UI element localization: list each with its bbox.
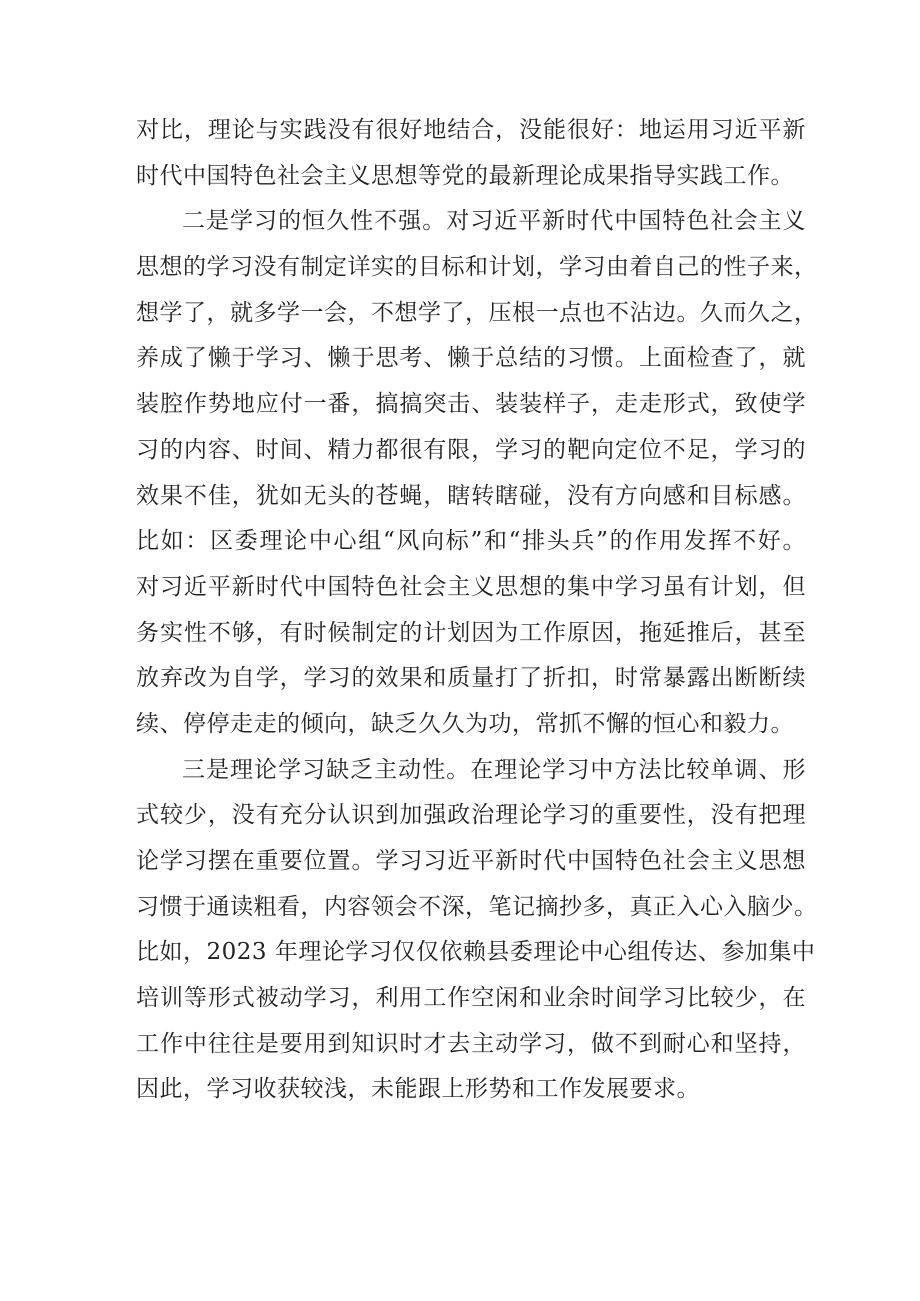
text-line: 对习近平新时代中国特色社会主义思想的集中学习虽有计划，但 bbox=[136, 573, 806, 600]
text-line: 习惯于通读粗看，内容领会不深，笔记摘抄多，真正入心入脑少。 bbox=[136, 893, 818, 920]
text-line: 效果不佳，犹如无头的苍蝇，瞎转瞎碰，没有方向感和目标感。 bbox=[136, 482, 806, 509]
text-line: 养成了懒于学习、懒于思考、懒于总结的习惯。上面检查了，就 bbox=[136, 345, 806, 372]
paragraph-3 bbox=[136, 748, 818, 1114]
text-line: 式较少，没有充分认识到加强政治理论学习的重要性，没有把理 bbox=[136, 802, 806, 829]
text-line: 习的内容、时间、精力都很有限，学习的靶向定位不足，学习的 bbox=[136, 436, 806, 463]
text-line: 装腔作势地应付一番，搞搞突击、装装样子，走走形式，致使学 bbox=[136, 391, 806, 418]
paragraph-1 bbox=[136, 108, 806, 199]
text-line: 对比，理论与实践没有很好地结合，没能很好：地运用习近平新 bbox=[136, 117, 806, 143]
text-line: 务实性不够，有时候制定的计划因为工作原因，拖延推后，甚至 bbox=[136, 619, 806, 646]
text-line: 培训等形式被动学习，利用工作空闲和业余时间学习比较少，在 bbox=[136, 985, 806, 1012]
text-line: 论学习摆在重要位置。学习习近平新时代中国特色社会主义思想 bbox=[136, 848, 806, 874]
text-line: 工作中往往是要用到知识时才去主动学习，做不到耐心和坚持， bbox=[136, 1030, 806, 1057]
text-line: 比如，2023 年理论学习仅仅依赖县委理论中心组传达、参加集中 bbox=[136, 939, 816, 966]
text-line: 二是学习的恒久性不强。对习近平新时代中国特色社会主义 bbox=[182, 208, 806, 235]
text-line: 想学了，就多学一会，不想学了，压根一点也不沾边。久而久之， bbox=[136, 299, 818, 326]
text-line: 时代中国特色社会主义思想等党的最新理论成果指导实践工作。 bbox=[136, 162, 794, 189]
text-line: 思想的学习没有制定详实的目标和计划，学习由着自己的性子来， bbox=[136, 254, 818, 281]
text-line: 放弃改为自学，学习的效果和质量打了折扣，时常暴露出断断续 bbox=[136, 665, 806, 692]
text-line: 比如：区委理论中心组“风向标”和“排头兵”的作用发挥不好。 bbox=[136, 528, 806, 555]
text-line: 三是理论学习缺乏主动性。在理论学习中方法比较单调、形 bbox=[182, 756, 806, 783]
text-line: 续、停停走走的倾向，缺乏久久为功，常抓不懈的恒心和毅力。 bbox=[136, 710, 794, 737]
text-line: 因此，学习收获较浅，未能跟上形势和工作发展要求。 bbox=[136, 1076, 700, 1103]
paragraph-2 bbox=[136, 199, 818, 747]
document-body bbox=[136, 108, 818, 1113]
